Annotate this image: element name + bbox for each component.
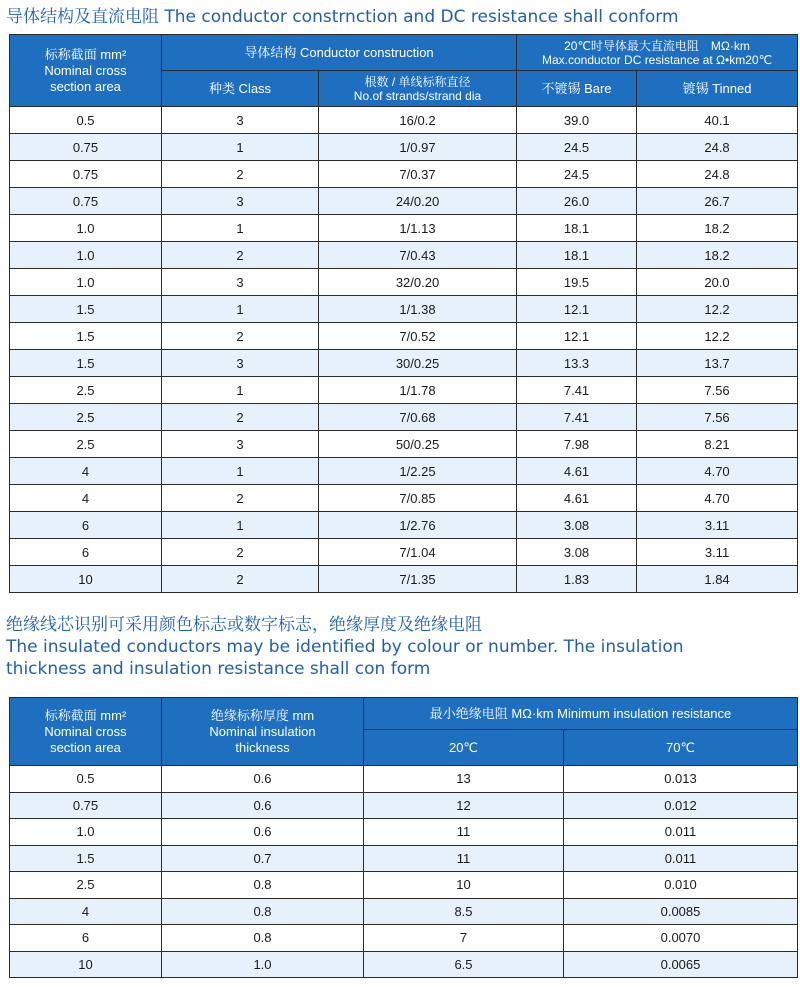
- cell-strands: 7/0.85: [319, 485, 517, 512]
- cell-strands: 7/0.68: [319, 404, 517, 431]
- cell-thickness: 1.0: [162, 951, 364, 978]
- cell-thickness: 0.6: [162, 766, 364, 793]
- table-row: [10, 512, 798, 539]
- header-tinned: 镀锡 Tinned: [637, 71, 798, 107]
- table-row: [10, 377, 798, 404]
- cell-strands: 1/1.13: [319, 215, 517, 242]
- table-row: [10, 766, 798, 793]
- cell-area: 1.0: [10, 215, 162, 242]
- table-row: [10, 819, 798, 846]
- cell-area: 0.75: [10, 188, 162, 215]
- cell-bare: 13.3: [517, 350, 637, 377]
- cell-bare: 4.61: [517, 485, 637, 512]
- cell-bare: 24.5: [517, 161, 637, 188]
- cell-resist-20c: 8.5: [364, 898, 564, 925]
- cell-strands: 7/1.04: [319, 539, 517, 566]
- cell-bare: 12.1: [517, 296, 637, 323]
- cell-bare: 24.5: [517, 134, 637, 161]
- table2-title-en1: The insulated conductors may be identified by colour or number. The insulation: [6, 637, 684, 657]
- table-row: [10, 269, 798, 296]
- cell-tinned: 7.56: [637, 404, 798, 431]
- t2-header-area-en2: section area: [50, 739, 121, 755]
- cell-class: 1: [162, 377, 319, 404]
- table-row: [10, 296, 798, 323]
- table-row: [10, 898, 798, 925]
- cell-bare: 7.98: [517, 431, 637, 458]
- cell-thickness: 0.6: [162, 792, 364, 819]
- cell-area: 6: [10, 539, 162, 566]
- cell-tinned: 24.8: [637, 134, 798, 161]
- cell-area: 10: [10, 951, 162, 978]
- t2-header-70c: 70℃: [564, 730, 798, 766]
- cell-area: 6: [10, 925, 162, 952]
- cell-tinned: 26.7: [637, 188, 798, 215]
- cell-resist-70c: 0.0070: [564, 925, 798, 952]
- cell-class: 1: [162, 134, 319, 161]
- cell-strands: 24/0.20: [319, 188, 517, 215]
- cell-area: 1.5: [10, 296, 162, 323]
- cell-bare: 4.61: [517, 458, 637, 485]
- cell-bare: 7.41: [517, 377, 637, 404]
- header-area-en1: Nominal cross: [44, 62, 127, 78]
- cell-class: 1: [162, 296, 319, 323]
- cell-class: 2: [162, 539, 319, 566]
- cell-tinned: 3.11: [637, 512, 798, 539]
- cell-strands: 1/0.97: [319, 134, 517, 161]
- cell-strands: 7/0.37: [319, 161, 517, 188]
- cell-strands: 1/1.38: [319, 296, 517, 323]
- cell-resist-70c: 0.010: [564, 872, 798, 899]
- cell-tinned: 1.84: [637, 566, 798, 593]
- t2-header-20c: 20℃: [364, 730, 564, 766]
- table-row: [10, 161, 798, 188]
- cell-resist-70c: 0.012: [564, 792, 798, 819]
- cell-strands: 7/0.52: [319, 323, 517, 350]
- header-dc-resistance: [517, 35, 798, 71]
- cell-resist-20c: 11: [364, 819, 564, 846]
- cell-class: 3: [162, 107, 319, 134]
- t2-header-nominal-area: [10, 698, 162, 766]
- cell-area: 4: [10, 458, 162, 485]
- cell-resist-70c: 0.0065: [564, 951, 798, 978]
- cell-strands: 1/1.78: [319, 377, 517, 404]
- cell-resist-70c: 0.0085: [564, 898, 798, 925]
- table-row: [10, 215, 798, 242]
- t2-header-thick-en1: Nominal insulation: [209, 723, 316, 739]
- cell-bare: 3.08: [517, 539, 637, 566]
- conductor-construction-table: [9, 34, 798, 593]
- cell-thickness: 0.8: [162, 898, 364, 925]
- cell-class: 1: [162, 458, 319, 485]
- cell-area: 2.5: [10, 377, 162, 404]
- cell-area: 0.75: [10, 134, 162, 161]
- t2-header-thick-cn: 绝缘标称厚度 mm: [210, 707, 315, 723]
- cell-tinned: 13.7: [637, 350, 798, 377]
- cell-area: 2.5: [10, 404, 162, 431]
- cell-thickness: 0.8: [162, 872, 364, 899]
- cell-tinned: 8.21: [637, 431, 798, 458]
- cell-area: 1.5: [10, 323, 162, 350]
- header-class: 种类 Class: [162, 71, 319, 107]
- cell-resist-20c: 11: [364, 845, 564, 872]
- cell-area: 0.75: [10, 161, 162, 188]
- cell-tinned: 18.2: [637, 242, 798, 269]
- header-nominal-area: [10, 35, 162, 107]
- cell-strands: 16/0.2: [319, 107, 517, 134]
- cell-bare: 7.41: [517, 404, 637, 431]
- cell-tinned: 7.56: [637, 377, 798, 404]
- table-row: [10, 404, 798, 431]
- cell-area: 10: [10, 566, 162, 593]
- cell-tinned: 12.2: [637, 323, 798, 350]
- cell-resist-70c: 0.013: [564, 766, 798, 793]
- cell-bare: 18.1: [517, 242, 637, 269]
- cell-area: 1.5: [10, 350, 162, 377]
- table2-title: [6, 614, 796, 680]
- cell-thickness: 0.8: [162, 925, 364, 952]
- cell-resist-20c: 10: [364, 872, 564, 899]
- cell-class: 2: [162, 323, 319, 350]
- table-row: [10, 350, 798, 377]
- table-row: [10, 925, 798, 952]
- cell-strands: 50/0.25: [319, 431, 517, 458]
- table1-title: 导体结构及直流电阻 The conductor constrnction and DC resistance shall conform: [6, 7, 679, 27]
- t2-header-resistance: 最小绝缘电阻 MΩ·km Minimum insulation resistance: [364, 698, 798, 730]
- table-row: [10, 242, 798, 269]
- t2-header-thick-en2: thickness: [235, 739, 290, 755]
- table-row: [10, 539, 798, 566]
- cell-tinned: 20.0: [637, 269, 798, 296]
- table-row: [10, 431, 798, 458]
- cell-area: 1.0: [10, 269, 162, 296]
- cell-class: 2: [162, 161, 319, 188]
- table2-title-en2: thickness and insulation resistance shall con form: [6, 659, 431, 679]
- cell-bare: 39.0: [517, 107, 637, 134]
- cell-class: 1: [162, 512, 319, 539]
- table-row: [10, 458, 798, 485]
- cell-class: 2: [162, 404, 319, 431]
- cell-strands: 1/2.76: [319, 512, 517, 539]
- header-resistance-cn: 20℃时导体最大直流电阻 MΩ·km: [564, 38, 750, 53]
- cell-resist-20c: 12: [364, 792, 564, 819]
- table-row: [10, 188, 798, 215]
- cell-resist-20c: 13: [364, 766, 564, 793]
- cell-thickness: 0.7: [162, 845, 364, 872]
- cell-tinned: 40.1: [637, 107, 798, 134]
- insulation-table: [9, 697, 798, 978]
- cell-class: 2: [162, 485, 319, 512]
- cell-strands: 30/0.25: [319, 350, 517, 377]
- cell-thickness: 0.6: [162, 819, 364, 846]
- cell-class: 3: [162, 350, 319, 377]
- header-strands-cn: 根数 / 单线标称直径: [364, 74, 471, 89]
- header-area-en2: section area: [50, 78, 121, 94]
- table-row: [10, 845, 798, 872]
- cell-area: 1.5: [10, 845, 162, 872]
- table2-title-cn: 绝缘线芯识别可采用颜色标志或数字标志，绝缘厚度及绝缘电阻: [6, 615, 482, 635]
- cell-resist-20c: 7: [364, 925, 564, 952]
- cell-class: 2: [162, 242, 319, 269]
- table-row: [10, 134, 798, 161]
- header-strands: [319, 71, 517, 107]
- cell-class: 1: [162, 215, 319, 242]
- t2-header-area-en1: Nominal cross: [44, 723, 127, 739]
- cell-bare: 12.1: [517, 323, 637, 350]
- header-bare: 不镀锡 Bare: [517, 71, 637, 107]
- cell-tinned: 4.70: [637, 485, 798, 512]
- table-row: [10, 485, 798, 512]
- table-row: [10, 872, 798, 899]
- cell-resist-70c: 0.011: [564, 819, 798, 846]
- cell-tinned: 24.8: [637, 161, 798, 188]
- cell-resist-70c: 0.011: [564, 845, 798, 872]
- cell-bare: 3.08: [517, 512, 637, 539]
- table-row: [10, 792, 798, 819]
- cell-area: 0.5: [10, 107, 162, 134]
- header-strands-en: No.of strands/strand dia: [353, 88, 482, 103]
- cell-area: 4: [10, 485, 162, 512]
- cell-area: 1.0: [10, 819, 162, 846]
- t2-header-thickness: [162, 698, 364, 766]
- cell-strands: 7/0.43: [319, 242, 517, 269]
- cell-bare: 1.83: [517, 566, 637, 593]
- cell-bare: 19.5: [517, 269, 637, 296]
- cell-bare: 18.1: [517, 215, 637, 242]
- cell-area: 4: [10, 898, 162, 925]
- cell-bare: 26.0: [517, 188, 637, 215]
- cell-class: 2: [162, 566, 319, 593]
- t2-header-area-cn: 标称截面 mm²: [44, 707, 127, 723]
- header-area-cn: 标称截面 mm²: [44, 46, 127, 62]
- cell-tinned: 12.2: [637, 296, 798, 323]
- cell-area: 0.5: [10, 766, 162, 793]
- cell-area: 6: [10, 512, 162, 539]
- header-conductor-construction: 导体结构 Conductor construction: [162, 35, 517, 71]
- cell-area: 1.0: [10, 242, 162, 269]
- cell-class: 3: [162, 431, 319, 458]
- table-row: [10, 323, 798, 350]
- cell-tinned: 3.11: [637, 539, 798, 566]
- table-row: [10, 951, 798, 978]
- table-row: [10, 107, 798, 134]
- cell-resist-20c: 6.5: [364, 951, 564, 978]
- cell-area: 2.5: [10, 431, 162, 458]
- cell-class: 3: [162, 188, 319, 215]
- cell-strands: 1/2.25: [319, 458, 517, 485]
- cell-area: 2.5: [10, 872, 162, 899]
- table-row: [10, 566, 798, 593]
- header-resistance-en: Max.conductor DC resistance at Ω•km20℃: [541, 52, 773, 67]
- cell-area: 0.75: [10, 792, 162, 819]
- cell-strands: 32/0.20: [319, 269, 517, 296]
- cell-strands: 7/1.35: [319, 566, 517, 593]
- cell-class: 3: [162, 269, 319, 296]
- cell-tinned: 18.2: [637, 215, 798, 242]
- cell-tinned: 4.70: [637, 458, 798, 485]
